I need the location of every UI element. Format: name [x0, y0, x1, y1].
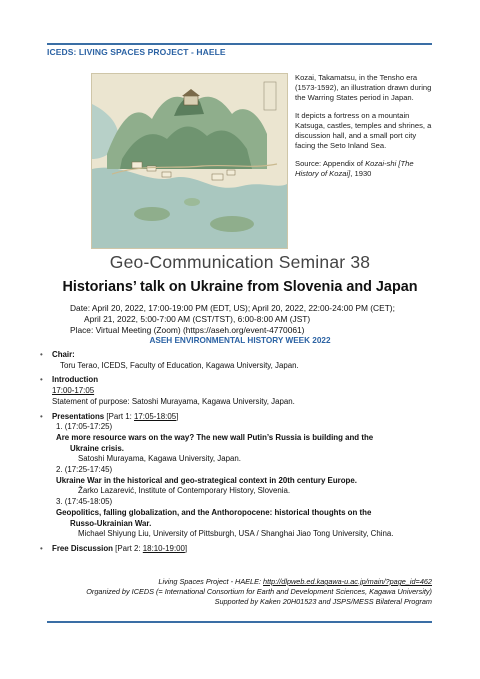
intro-label: Introduction	[52, 375, 99, 385]
bullet-icon: •	[40, 375, 43, 385]
bullet-icon: •	[40, 543, 43, 553]
talk-time: 2. (17:25-17:45)	[56, 465, 113, 475]
presentations-header	[52, 412, 440, 423]
presentations-label: Presentations	[52, 411, 105, 421]
place-line	[70, 325, 440, 336]
map-drawing	[92, 74, 287, 248]
part2-time: 18:10-19:00	[142, 543, 185, 553]
talk-time: 3. (17:45-18:05)	[56, 497, 113, 507]
chair-label: Chair:	[52, 350, 75, 359]
program	[40, 350, 440, 559]
talk-title: Are more resource wars on the way? The new wall Putin’s Russia is building and the	[56, 432, 374, 442]
talk-speaker: Michael Shiyung Liu, University of Pittsburgh, USA / Shanghai Jiao Tong University, China.	[78, 529, 394, 539]
intro-section	[40, 375, 440, 407]
part1-time: 17:05-18:05	[134, 411, 177, 421]
illustration-caption	[295, 73, 435, 187]
place-label: Place: Virtual Meeting (Zoom)	[70, 324, 183, 335]
seminar-heading: Geo-Communication Seminar 38	[109, 252, 371, 272]
bottom-rule	[47, 621, 432, 623]
intro-time: 17:00-17:05	[52, 386, 95, 396]
free-discussion-label: Free Discussion	[52, 543, 113, 553]
source-title: Kozai-shi [The History of Kozai]	[295, 159, 414, 178]
part2-prefix: [Part 2:	[112, 543, 143, 553]
source-year: , 1930	[350, 169, 372, 178]
historical-map-illustration	[91, 73, 288, 249]
talk-speaker: Satoshi Murayama, Kagawa University, Japan.	[78, 454, 242, 464]
talk-title-cont: Russo-Ukrainian War.	[70, 518, 152, 528]
part2-suffix: ]	[184, 543, 188, 553]
talk-time: 1. (17:05-17:25)	[56, 422, 113, 432]
bullet-icon: •	[40, 350, 43, 359]
footer-project-line	[0, 577, 432, 587]
talk-2	[52, 465, 440, 497]
date-line-2: April 21, 2022, 5:00-7:00 AM (CST/TST), 6:00-8:00 AM (JST)	[84, 313, 311, 324]
caption-description: Kozai, Takamatsu, in the Tensho era (1573-1592), an illustration drawn during the Warring States period in Japan.	[295, 73, 432, 102]
presentations-section	[40, 412, 440, 540]
date-line-1: Date: April 20, 2022, 17:00-19:00 PM (EDT, US); April 20, 2022, 22:00-24:00 PM (CET);	[70, 303, 395, 313]
event-link[interactable]: (https://aseh.org/event-4770061)	[182, 324, 305, 335]
footer-support: Supported by Kaken 20H01523 and JSPS/MESS Bilateral Program	[214, 597, 432, 606]
footer	[0, 577, 432, 607]
caption-detail: It depicts a fortress on a mountain Katsuga, castles, temples and shrines, a discussion hall, and a small port city facing the Seto Inland Sea.	[295, 111, 432, 150]
free-discussion-section	[40, 544, 440, 555]
event-info	[70, 303, 440, 335]
footer-project-label: Living Spaces Project - HAELE:	[158, 577, 264, 586]
top-rule	[47, 43, 432, 45]
talk-title: Ukraine War in the historical and geo-strategical context in 20th century Europe.	[56, 475, 357, 485]
talk-1	[52, 422, 440, 465]
talk-3	[52, 497, 440, 540]
chair-text: Toru Terao, ICEDS, Faculty of Education, Kagawa University, Japan.	[60, 360, 299, 370]
footer-project-link[interactable]: http://dlpweb.ed.kagawa-u.ac.jp/main/?page_id=462	[263, 577, 432, 586]
talk-title: Geopolitics, falling globalization, and the Anthoropocene: historical thoughts on the	[56, 507, 372, 517]
source-prefix: Source: Appendix of	[295, 159, 366, 168]
caption-source	[295, 159, 435, 179]
talk-speaker: Žarko Lazarević, Institute of Contemporary History, Slovenia.	[78, 486, 291, 496]
event-title: Historians’ talk on Ukraine from Slovenia and Japan	[62, 279, 418, 295]
chair-section	[40, 350, 440, 371]
part1-suffix: ]	[176, 411, 179, 421]
footer-organizer: Organized by ICEDS (= International Consortium for Earth and Development Sciences, Kagawa University)	[86, 587, 432, 596]
intro-text: Statement of purpose: Satoshi Murayama, Kagawa University, Japan.	[52, 396, 295, 406]
project-header: ICEDS: LIVING SPACES PROJECT - HAELE	[47, 47, 226, 57]
part1-prefix: [Part 1:	[104, 411, 135, 421]
bullet-icon: •	[40, 411, 43, 421]
aseh-banner: ASEH ENVIRONMENTAL HISTORY WEEK 2022	[149, 336, 331, 345]
talk-title-cont: Ukraine crisis.	[70, 443, 124, 453]
free-discussion-header	[52, 544, 440, 555]
